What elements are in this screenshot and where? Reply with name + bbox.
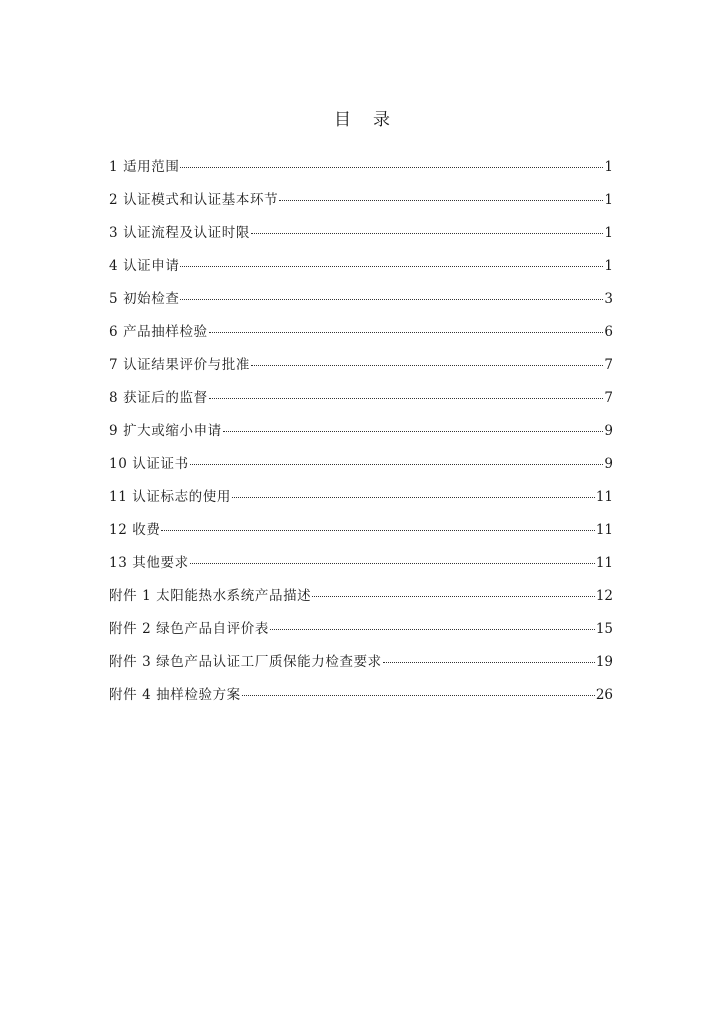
toc-entry-label: 附件 3 绿色产品认证工厂质保能力检查要求 — [109, 654, 382, 670]
toc-title — [0, 105, 724, 130]
toc-dot-leader — [312, 596, 595, 597]
toc-entry-page-number: 19 — [595, 654, 613, 670]
toc-entry-label: 3 认证流程及认证时限 — [109, 225, 250, 241]
toc-entry-label: 5 初始检查 — [109, 291, 180, 307]
toc-entry-page-number: 1 — [604, 225, 613, 241]
toc-entry-page-number: 26 — [595, 687, 613, 703]
table-of-contents — [109, 155, 613, 716]
toc-title-part2: 录 — [373, 110, 390, 130]
toc-entry-page-number: 1 — [604, 159, 613, 175]
toc-title-part1: 目 — [334, 110, 351, 130]
toc-entry[interactable] — [109, 485, 613, 518]
toc-entry-label: 12 收费 — [109, 522, 161, 538]
toc-entry-page-number: 7 — [604, 390, 613, 406]
toc-entry-label: 附件 2 绿色产品自评价表 — [109, 621, 269, 637]
toc-dot-leader — [383, 662, 595, 663]
toc-entry-page-number: 9 — [604, 423, 613, 439]
toc-dot-leader — [242, 695, 595, 696]
toc-entry-page-number: 7 — [604, 357, 613, 373]
toc-entry-page-number: 11 — [595, 522, 613, 538]
toc-entry-page-number: 11 — [595, 489, 613, 505]
toc-entry[interactable] — [109, 419, 613, 452]
toc-entry-label: 附件 4 抽样检验方案 — [109, 687, 241, 703]
toc-entry-label: 11 认证标志的使用 — [109, 489, 231, 505]
toc-entry[interactable] — [109, 188, 613, 221]
toc-dot-leader — [180, 167, 603, 168]
toc-entry-label: 10 认证证书 — [109, 456, 189, 472]
toc-entry[interactable] — [109, 683, 613, 716]
toc-dot-leader — [190, 563, 595, 564]
toc-entry[interactable] — [109, 155, 613, 188]
toc-entry-page-number: 11 — [595, 555, 613, 571]
toc-entry-label: 13 其他要求 — [109, 555, 189, 571]
toc-dot-leader — [223, 431, 604, 432]
toc-entry[interactable] — [109, 221, 613, 254]
toc-entry-label: 4 认证申请 — [109, 258, 180, 274]
toc-dot-leader — [209, 332, 604, 333]
toc-dot-leader — [161, 530, 594, 531]
toc-entry-page-number: 3 — [604, 291, 613, 307]
toc-dot-leader — [180, 266, 603, 267]
toc-entry[interactable] — [109, 584, 613, 617]
toc-entry-page-number: 6 — [604, 324, 613, 340]
toc-entry-page-number: 1 — [604, 258, 613, 274]
toc-entry-label: 8 获证后的监督 — [109, 390, 208, 406]
toc-dot-leader — [251, 233, 603, 234]
toc-entry-page-number: 1 — [604, 192, 613, 208]
toc-entry-page-number: 12 — [595, 588, 613, 604]
toc-entry[interactable] — [109, 386, 613, 419]
toc-entry[interactable] — [109, 551, 613, 584]
toc-entry[interactable] — [109, 353, 613, 386]
toc-entry-label: 附件 1 太阳能热水系统产品描述 — [109, 588, 312, 604]
toc-entry-label: 2 认证模式和认证基本环节 — [109, 192, 279, 208]
toc-dot-leader — [270, 629, 595, 630]
toc-entry[interactable] — [109, 617, 613, 650]
toc-entry[interactable] — [109, 287, 613, 320]
toc-entry-label: 6 产品抽样检验 — [109, 324, 208, 340]
toc-entry[interactable] — [109, 452, 613, 485]
toc-dot-leader — [251, 365, 603, 366]
toc-entry-label: 9 扩大或缩小申请 — [109, 423, 222, 439]
toc-entry[interactable] — [109, 320, 613, 353]
toc-entry[interactable] — [109, 254, 613, 287]
toc-entry-label: 7 认证结果评价与批准 — [109, 357, 250, 373]
toc-dot-leader — [279, 200, 603, 201]
toc-entry-page-number: 15 — [595, 621, 613, 637]
toc-dot-leader — [209, 398, 604, 399]
toc-entry-page-number: 9 — [604, 456, 613, 472]
toc-entry[interactable] — [109, 650, 613, 683]
toc-dot-leader — [180, 299, 603, 300]
toc-dot-leader — [190, 464, 604, 465]
toc-entry-label: 1 适用范围 — [109, 159, 180, 175]
toc-entry[interactable] — [109, 518, 613, 551]
toc-dot-leader — [232, 497, 595, 498]
